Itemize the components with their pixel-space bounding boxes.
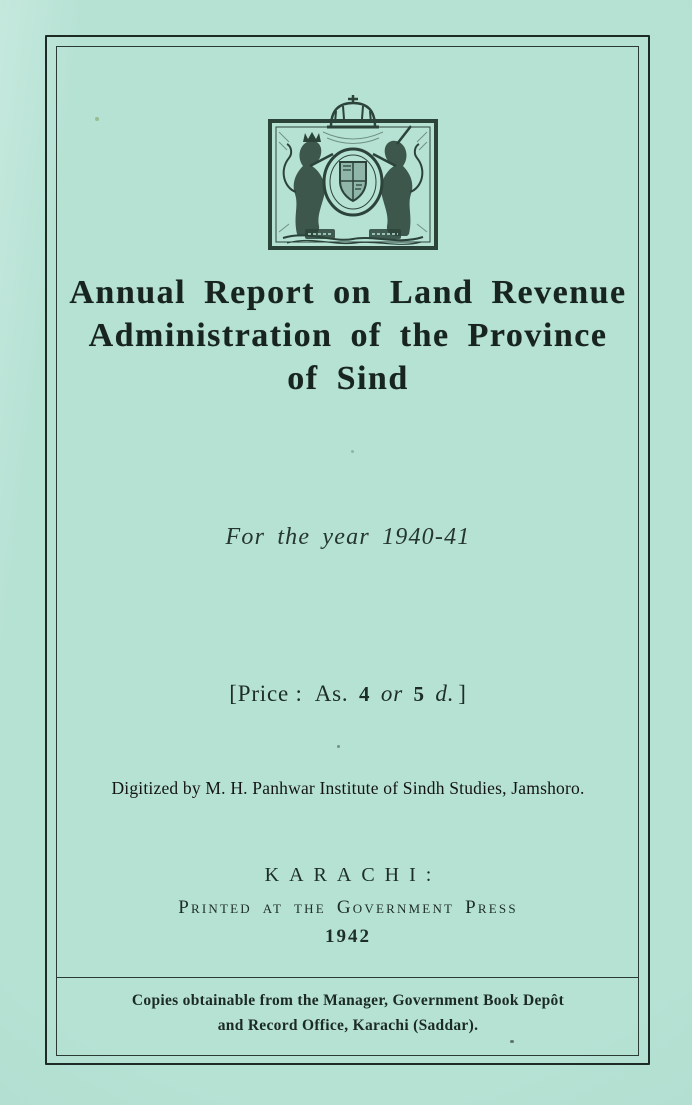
title-line-2: Administration of the Province — [88, 317, 608, 354]
price-or: or — [380, 681, 403, 706]
distribution-note — [46, 988, 650, 1038]
imprint-printer: Printed at the Government Press — [178, 897, 518, 918]
price-annas-value: 4 — [359, 682, 371, 706]
paper-speck — [95, 117, 99, 121]
price-prefix: [Price : — [229, 681, 303, 706]
distribution-line-2: and Record Office, Karachi (Saddar). — [217, 1017, 479, 1034]
paper-speck — [510, 1040, 514, 1043]
report-title — [46, 271, 650, 400]
paper-speck — [337, 745, 340, 748]
title-line-1: Annual Report on Land Revenue — [69, 274, 627, 311]
price-annas-unit: As. — [314, 681, 349, 706]
imprint-year: 1942 — [325, 926, 371, 947]
report-year-subtitle: For the year 1940-41 — [225, 524, 471, 550]
price-line — [46, 681, 650, 707]
title-line-3: of Sind — [287, 360, 409, 397]
price-close-bracket: ] — [458, 681, 467, 706]
paper-speck — [351, 450, 354, 453]
royal-coat-of-arms-icon — [263, 92, 443, 255]
imprint-divider-rule — [57, 977, 638, 978]
digitization-watermark: Digitized by M. H. Panhwar Institute of Sindh Studies, Jamshoro. — [111, 778, 585, 798]
imprint-city: KARACHI: — [264, 864, 442, 886]
price-pence-unit: d. — [435, 681, 455, 706]
distribution-line-1: Copies obtainable from the Manager, Government Book Depôt — [131, 992, 565, 1009]
price-pence-value: 5 — [413, 682, 425, 706]
